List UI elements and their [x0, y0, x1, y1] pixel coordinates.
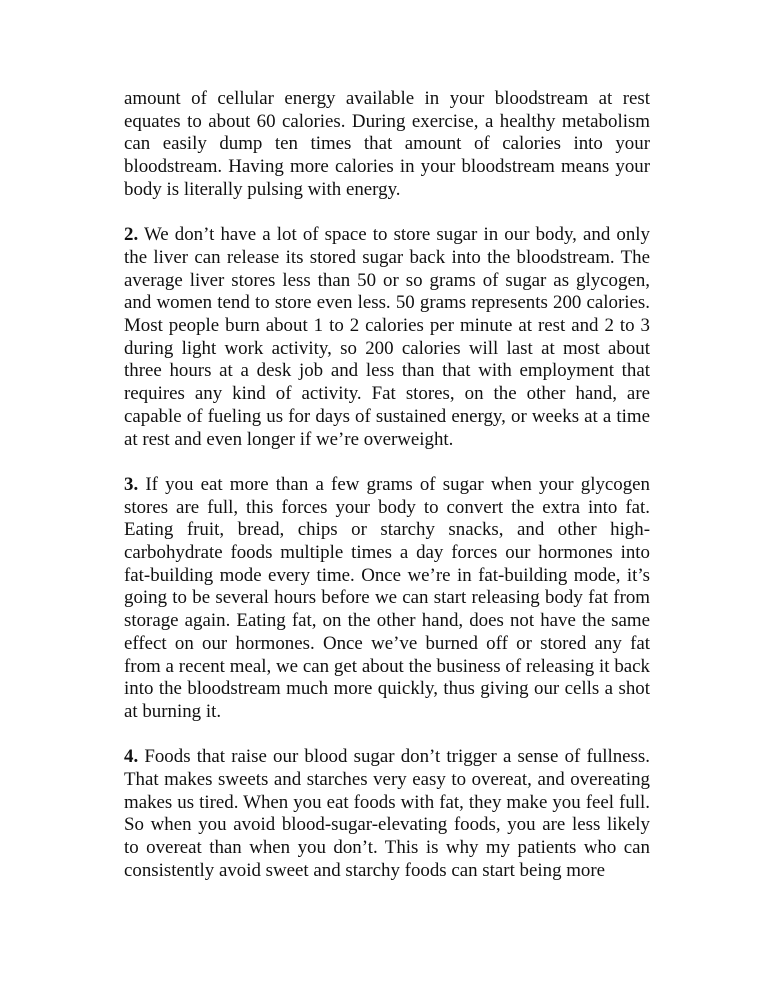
item-number: 4.	[124, 746, 139, 768]
paragraph-continued	[124, 88, 650, 202]
item-number: 3.	[124, 473, 139, 495]
paragraph-text: Foods that raise our blood sugar don’t trigger a sense of fullness. That makes sweets and starches very easy to overeat, and overeating makes us tired. When you eat foods with fat, they make you feel full. So when you avoid blood-sugar-elevating foods, you are less likely to overeat than when you don’t. This is why my patients who can consistently avoid sweet and starchy foods can start being more	[124, 746, 650, 881]
paragraph-item-4	[124, 746, 650, 882]
item-number: 2.	[124, 224, 139, 246]
paragraph-item-2	[124, 224, 650, 451]
paragraph-text: We don’t have a lot of space to store sugar in our body, and only the liver can release its stored sugar back into the bloodstream. The average liver stores less than 50 or so grams of sugar as glycogen, and women tend to store even less. 50 grams represents 200 calories. Most people burn about 1 to 2 calories per minute at rest and 2 to 3 during light work activity, so 200 calories will last at most about three hours at a desk job and less than that with employment that requires any kind of activity. Fat stores, on the other hand, are capable of fueling us for days of sustained energy, or weeks at a time at rest and even longer if we’re overweight.	[124, 224, 650, 450]
paragraph-text: If you eat more than a few grams of sugar when your glycogen stores are full, this forces your body to convert the extra into fat. Eating fruit, bread, chips or starchy snacks, and other high-carbohydrate foods multiple times a day forces our hormones into fat-building mode every time. Once we’re in fat-building mode, it’s going to be several hours before we can start releasing body fat from storage again. Eating fat, on the other hand, does not have the same effect on our hormones. Once we’ve burned off or stored any fat from a recent meal, we can get about the business of releasing it back into the bloodstream much more quickly, thus giving our cells a shot at burning it.	[124, 473, 650, 722]
paragraph-item-3	[124, 474, 650, 724]
document-page	[124, 88, 650, 883]
paragraph-text: amount of cellular energy available in your bloodstream at rest equates to about 60 calories. During exercise, a healthy metabolism can easily dump ten times that amount of calories into your bloodstream. Having more calories in your bloodstream means your body is literally pulsing with energy.	[124, 88, 650, 200]
